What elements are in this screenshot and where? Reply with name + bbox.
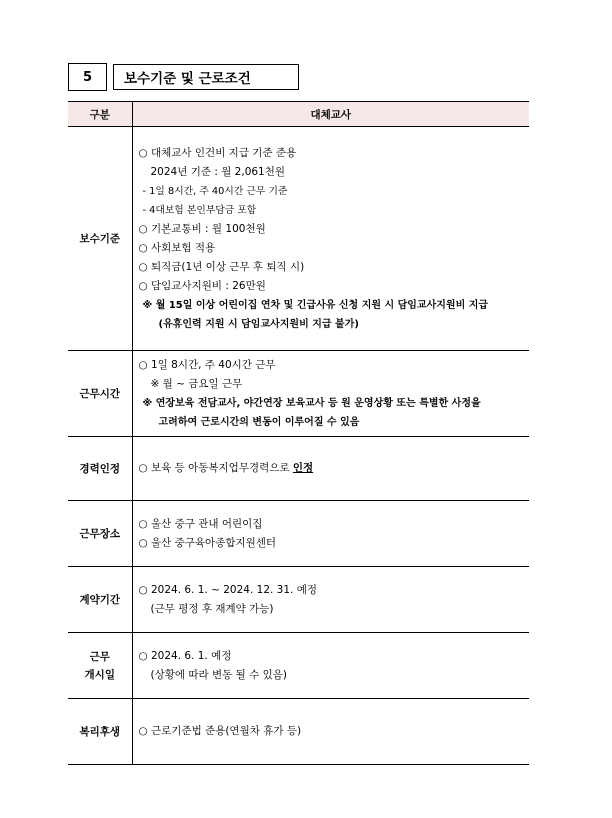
career-text: ○ 보육 등 아동복지업무경력으로 [138,462,293,474]
contract-label: 계약기간 [68,567,132,633]
welfare-content [132,699,529,765]
pay-content [132,127,529,351]
contract-content [132,567,529,633]
start-line: (상황에 따라 변동 될 수 있음) [150,668,287,681]
welfare-text: ○ 근로기준법 준용(연월차 휴가 등) [138,725,302,737]
pay-label: 보수기준 [68,127,132,351]
header-content: 대체교사 [132,102,529,127]
place-line: ○ 울산 중구 관내 어린이집 [138,517,263,530]
start-label-line: 개시일 [84,668,115,681]
hours-line: ※ 월 ~ 금요일 근무 [150,377,243,390]
header-category: 구분 [68,102,132,127]
pay-note: (유휴인력 지원 시 담임교사지원비 지급 불가) [158,318,359,330]
pay-note: ※ 월 15일 이상 어린이집 연차 및 긴급사유 신청 지원 시 담임교사지원비 지급 [142,299,489,311]
contract-line: ○ 2024. 6. 1. ~ 2024. 12. 31. 예정 [138,583,317,596]
start-line: ○ 2024. 6. 1. 예정 [138,649,232,662]
section-header [68,63,299,91]
career-content [132,437,529,501]
welfare-label: 복리후생 [68,699,132,765]
career-emphasis: 인정 [292,462,314,474]
pay-line: ○ 기본교통비 : 월 100천원 [138,222,266,235]
start-label-line: 근무 [89,650,110,663]
pay-line: - 1일 8시간, 주 40시간 근무 기준 [142,185,288,197]
hours-line: ○ 1일 8시간, 주 40시간 근무 [138,358,276,371]
pay-line: 2024년 기준 : 월 2,061천원 [150,165,286,178]
hours-note: 고려하여 근로시간의 변동이 이루어질 수 있음 [158,416,360,428]
place-line: ○ 울산 중구육아종합지원센터 [138,536,277,549]
section-number: 5 [68,63,107,91]
hours-note: ※ 연장보육 전담교사, 야간연장 보육교사 등 원 운영상황 또는 특별한 사정을 [142,397,481,409]
section-title: 보수기준 및 근로조건 [113,64,299,90]
start-content [132,633,529,699]
hours-content [132,351,529,437]
pay-line: ○ 담임교사지원비 : 26만원 [138,279,266,292]
pay-line: - 4대보험 본인부담금 포함 [142,204,257,216]
hours-label: 근무시간 [68,351,132,437]
contract-line: (근무 평정 후 재계약 가능) [150,602,274,615]
pay-line: ○ 퇴직금(1년 이상 근무 후 퇴직 시) [138,260,305,273]
pay-line: ○ 사회보험 적용 [138,241,216,254]
pay-line: ○ 대체교사 인건비 지급 기준 준용 [138,146,297,159]
start-label [68,633,132,699]
conditions-table [68,101,529,765]
career-label: 경력인정 [68,437,132,501]
place-content [132,501,529,567]
place-label: 근무장소 [68,501,132,567]
